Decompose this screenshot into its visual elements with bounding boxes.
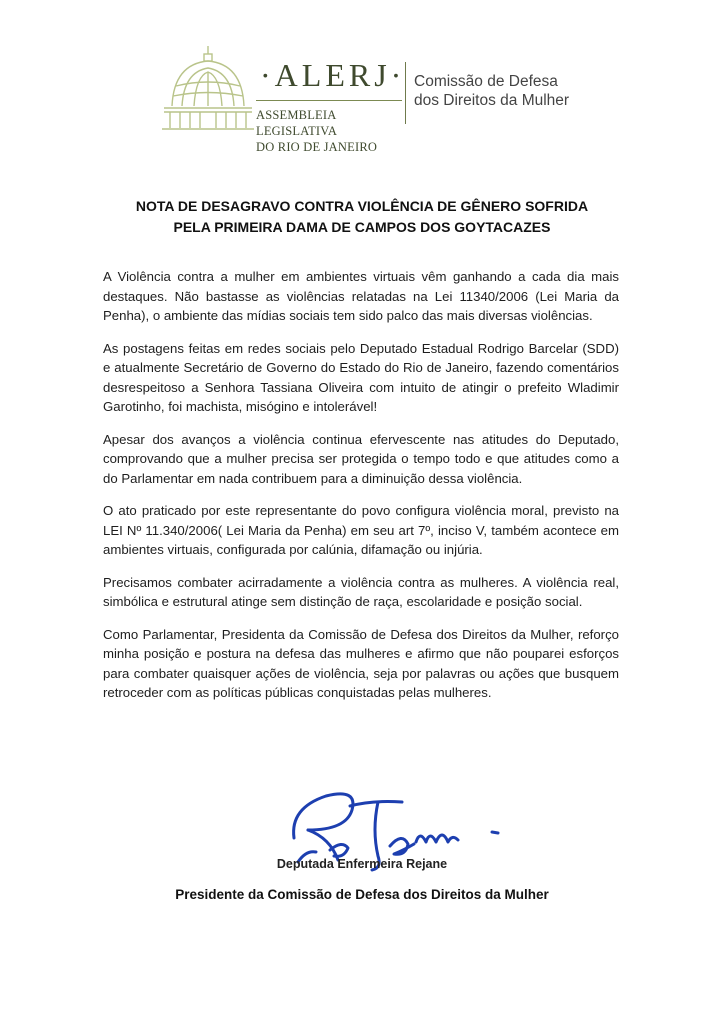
brand-block bbox=[256, 58, 406, 155]
signatory-name: Deputada Enfermeira Rejane bbox=[276, 857, 448, 871]
body-paragraph-6: Como Parlamentar, Presidenta da Comissão de Defesa dos Direitos da Mulher, reforço minha posição e postura na defesa das mulheres e afirmo que não pouparei esforços para combater quaisquer ações de violência, seja por palavras ou ações que busquem retroceder com as políticas públicas conquistadas pelas mulheres. bbox=[103, 626, 619, 700]
commission-line-2: dos Direitos da Mulher bbox=[414, 92, 570, 109]
body-paragraph-2: As postagens feitas em redes sociais pelo Deputado Estadual Rodrigo Barcelar (SDD) e atualmente Secretário de Governo do Estado do Rio de Janeiro, fazendo comentários desrespeitoso a Senhora Tassiana Oliveira com intuito de atingir o prefeito Wladimir Garotinho, foi machista, misógino e intolerável! bbox=[103, 340, 619, 414]
assembly-line-1: ASSEMBLEIA LEGISLATIVA bbox=[256, 108, 338, 138]
body-paragraph-1: A Violência contra a mulher em ambientes virtuais vêm ganhando a cada dia mais destaques. Não bastasse as violências relatadas na Lei 11340/2006 (Lei Maria da Penha), o ambiente das mídias sociais tem sido palco das mais diversas violências. bbox=[103, 269, 619, 323]
header-divider bbox=[405, 62, 406, 124]
body-paragraph-4: O ato praticado por este representante do povo configura violência moral, previsto na LEI Nº 11.340/2006( Lei Maria da Penha) em seu art 7º, inciso V, também acontece em ambientes virtuais, configurada por calúnia, difamação ou injúria. bbox=[103, 503, 619, 557]
dome-icon bbox=[160, 44, 256, 132]
brand-acronym: ·ALERJ· bbox=[260, 57, 406, 93]
assembly-line-2: DO RIO DE JANEIRO bbox=[256, 140, 378, 154]
letterhead bbox=[0, 0, 724, 154]
document-title bbox=[60, 196, 664, 238]
document-body bbox=[103, 267, 619, 716]
commission-line-1: Comissão de Defesa bbox=[414, 73, 558, 90]
commission-name bbox=[414, 72, 614, 110]
title-line-1: NOTA DE DESAGRAVO CONTRA VIOLÊNCIA DE GÊNERO SOFRIDA bbox=[135, 198, 589, 214]
brand-rule bbox=[256, 100, 402, 101]
signatory-role: Presidente da Comissão de Defesa dos Direitos da Mulher bbox=[175, 887, 549, 902]
title-line-2: PELA PRIMEIRA DAMA DE CAMPOS DOS GOYTACAZES bbox=[173, 219, 551, 235]
body-paragraph-5: Precisamos combater acirradamente a violência contra as mulheres. A violência real, simbólica e estrutural atinge sem distinção de raça, escolaridade e posição social. bbox=[103, 574, 619, 609]
body-paragraph-3: Apesar dos avanços a violência continua efervescente nas atitudes do Deputado, comprovando que a mulher precisa ser protegida o tempo todo e que atitudes como a do Parlamentar em nada contribuem para a diminuição dessa violência. bbox=[103, 431, 619, 486]
